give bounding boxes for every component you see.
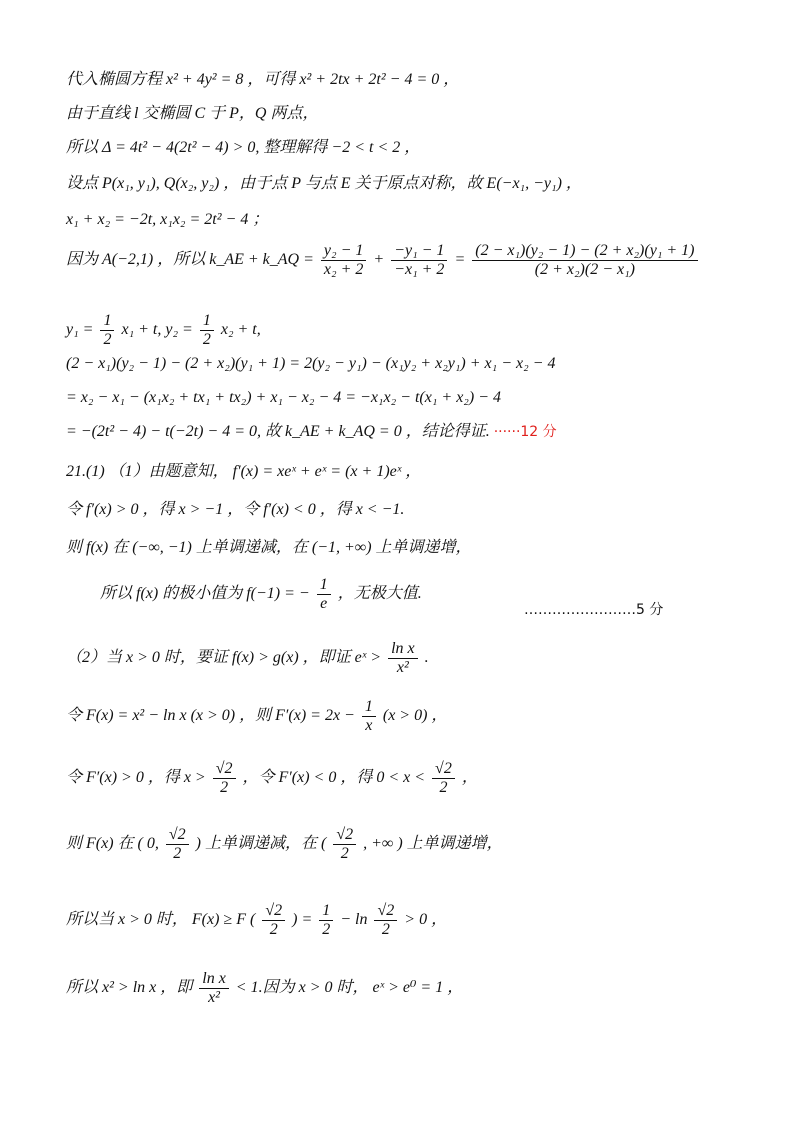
two-denominator-5: 2 — [269, 921, 278, 938]
lnx-over-x2-fraction — [388, 640, 418, 677]
line-q21-derivative: 21.(1) （1）由题意知， f′(x) = xeˣ + eˣ = (x + 1)eˣ ， — [66, 463, 422, 480]
sqrt2-numerator-6: √2 — [374, 902, 397, 921]
sqrt2-over-2-fraction-1 — [213, 760, 236, 797]
sqrt2-numerator-2: √2 — [432, 760, 455, 779]
two-denominator-4: 2 — [340, 845, 349, 862]
line-discriminant: 所以 Δ = 4t² − 4(2t² − 4) > 0, 整理解得 −2 < t < 2 ， — [66, 139, 421, 156]
part2-goal-text: （2）当 x > 0 时，要证 f(x) > g(x) ，即证 eˣ > — [66, 649, 382, 667]
line-F-monotonicity — [66, 826, 503, 863]
sqrt2-numerator-5: √2 — [262, 902, 285, 921]
F-min-text-1: 所以当 x > 0 时， F(x) ≥ F ( — [66, 911, 256, 929]
conclusion-text: = −(2t² − 4) − t(−2t) − 4 = 0, 故 k_AE + k_AQ = 0 ，结论得证. — [66, 423, 490, 440]
fraction-3-numerator: (2 − x₁)(y₂ − 1) − (2 + x₂)(y₁ + 1) — [472, 242, 697, 261]
line-equations-tail: x₂ + t, — [220, 321, 261, 339]
final-text-2: < 1.因为 x > 0 时， eˣ > e⁰ = 1 ， — [235, 979, 464, 997]
line-slope-sum — [66, 242, 701, 279]
fraction-2-numerator: −y₁ − 1 — [391, 242, 447, 261]
line-ellipse-substitution: 代入椭圆方程 x² + 4y² = 8 ，可得 x² + 2tx + 2t² − 4 = 0 ， — [66, 71, 460, 88]
line-F-minimum — [66, 902, 447, 939]
sqrt2-over-2-fraction-2 — [432, 760, 455, 797]
slope-sum-prefix: 因为 A(−2,1) ，所以 k_AE + k_AQ = — [66, 251, 314, 269]
lnx-numerator-2: ln x — [199, 970, 229, 989]
two-denominator-1: 2 — [220, 779, 229, 796]
F-min-text-2: ) = — [292, 911, 313, 929]
min-value-denominator: e — [320, 595, 328, 612]
sqrt2-over-2-fraction-5 — [262, 902, 285, 939]
lnx-over-x2-fraction-2 — [199, 970, 229, 1007]
x2-denominator-2: x² — [208, 989, 220, 1006]
line-monotonicity: 则 f(x) 在 (−∞, −1) 上单调递减，在 (−1, +∞) 上单调递增， — [66, 539, 472, 556]
line-intersection: 由于直线 l 交椭圆 C 于 P，Q 两点， — [66, 105, 319, 122]
half-fraction-3 — [319, 902, 333, 939]
one-over-x-numerator: 1 — [362, 698, 376, 717]
line-define-F — [66, 698, 447, 735]
line-conclusion — [66, 422, 557, 442]
two-denominator-2: 2 — [439, 779, 448, 796]
fraction-2-denominator: −x₁ + 2 — [394, 261, 445, 278]
F-min-text-3: − ln — [340, 911, 368, 929]
line-sign-analysis: 令 f′(x) > 0 ，得 x > −1 ，令 f′(x) < 0 ，得 x < −1. — [66, 501, 405, 518]
sqrt2-numerator-3: √2 — [166, 826, 189, 845]
part2-goal-tail: . — [424, 649, 429, 667]
sqrt2-over-2-fraction-4 — [333, 826, 356, 863]
fraction-2 — [391, 242, 447, 279]
line-F-sign — [66, 760, 478, 797]
y1-label: y₁ = — [66, 321, 94, 339]
sqrt2-over-2-fraction-3 — [166, 826, 189, 863]
score-5: ……………………5 分 — [524, 602, 664, 618]
two-denominator-6: 2 — [381, 921, 390, 938]
half-fraction-1 — [100, 312, 114, 349]
half-1-denominator: 2 — [103, 331, 112, 348]
score-12: ······12 分 — [493, 424, 557, 440]
define-F-tail: (x > 0) ， — [382, 707, 448, 725]
sqrt2-numerator-4: √2 — [333, 826, 356, 845]
line-expansion-1: (2 − x₁)(y₂ − 1) − (2 + x₂)(y₁ + 1) = 2(y₂ − y₁) − (x₁y₂ + x₂y₁) + x₁ − x₂ − 4 — [66, 355, 556, 372]
plus-sign: + — [373, 251, 385, 269]
F-min-tail: > 0 ， — [404, 911, 448, 929]
line-vieta: x₁ + x₂ = −2t, x₁x₂ = 2t² − 4 ； — [66, 211, 269, 228]
min-value-fraction — [317, 576, 331, 613]
define-F-text: 令 F(x) = x² − ln x (x > 0) ，则 F′(x) = 2x − — [66, 707, 355, 725]
one-over-x-fraction — [362, 698, 376, 735]
fraction-3-denominator: (2 + x₂)(2 − x₁) — [534, 261, 635, 278]
lnx-numerator: ln x — [388, 640, 418, 659]
line-line-equations — [66, 312, 261, 349]
F-mono-text-2: ) 上单调递减，在 ( — [195, 835, 327, 853]
min-value-text: 所以 f(x) 的极小值为 f(−1) = − — [100, 585, 310, 603]
min-value-tail: ，无极大值. — [337, 585, 422, 603]
sqrt2-numerator-1: √2 — [213, 760, 236, 779]
F-sign-text-2: ，令 F′(x) < 0 ，得 0 < x < — [242, 769, 426, 787]
final-text-1: 所以 x² > ln x ，即 — [66, 979, 193, 997]
two-denominator-3: 2 — [173, 845, 182, 862]
F-mono-text-1: 则 F(x) 在 ( 0, — [66, 835, 159, 853]
half-3-denominator: 2 — [322, 921, 331, 938]
line-points-setup: 设点 P(x₁, y₁), Q(x₂, y₂) ，由于点 P 与点 E 关于原点对称，故 E(−x₁, −y₁) ， — [66, 175, 582, 192]
line-min-value — [100, 576, 422, 613]
F-sign-text-1: 令 F′(x) > 0 ，得 x > — [66, 769, 206, 787]
min-value-numerator: 1 — [317, 576, 331, 595]
half-fraction-2 — [200, 312, 214, 349]
fraction-1-numerator: y₂ − 1 — [321, 242, 366, 261]
fraction-3 — [472, 242, 697, 279]
half-2-numerator: 1 — [200, 312, 214, 331]
line-expansion-2: = x₂ − x₁ − (x₁x₂ + tx₁ + tx₂) + x₁ − x₂ − 4 = −x₁x₂ − t(x₁ + x₂) − 4 — [66, 389, 501, 406]
y2-label: x₁ + t, y₂ = — [121, 321, 193, 339]
line-final — [66, 970, 463, 1007]
one-over-x-denominator: x — [365, 717, 373, 734]
line-part2-goal — [66, 640, 429, 677]
half-1-numerator: 1 — [100, 312, 114, 331]
F-sign-tail: ， — [461, 769, 478, 787]
fraction-1-denominator: x₂ + 2 — [323, 261, 364, 278]
F-mono-tail: , +∞ ) 上单调递增， — [363, 835, 503, 853]
half-3-numerator: 1 — [319, 902, 333, 921]
sqrt2-over-2-fraction-6 — [374, 902, 397, 939]
equals-sign: = — [454, 251, 466, 269]
fraction-1 — [321, 242, 366, 279]
x2-denominator: x² — [396, 659, 409, 676]
half-2-denominator: 2 — [202, 331, 211, 348]
